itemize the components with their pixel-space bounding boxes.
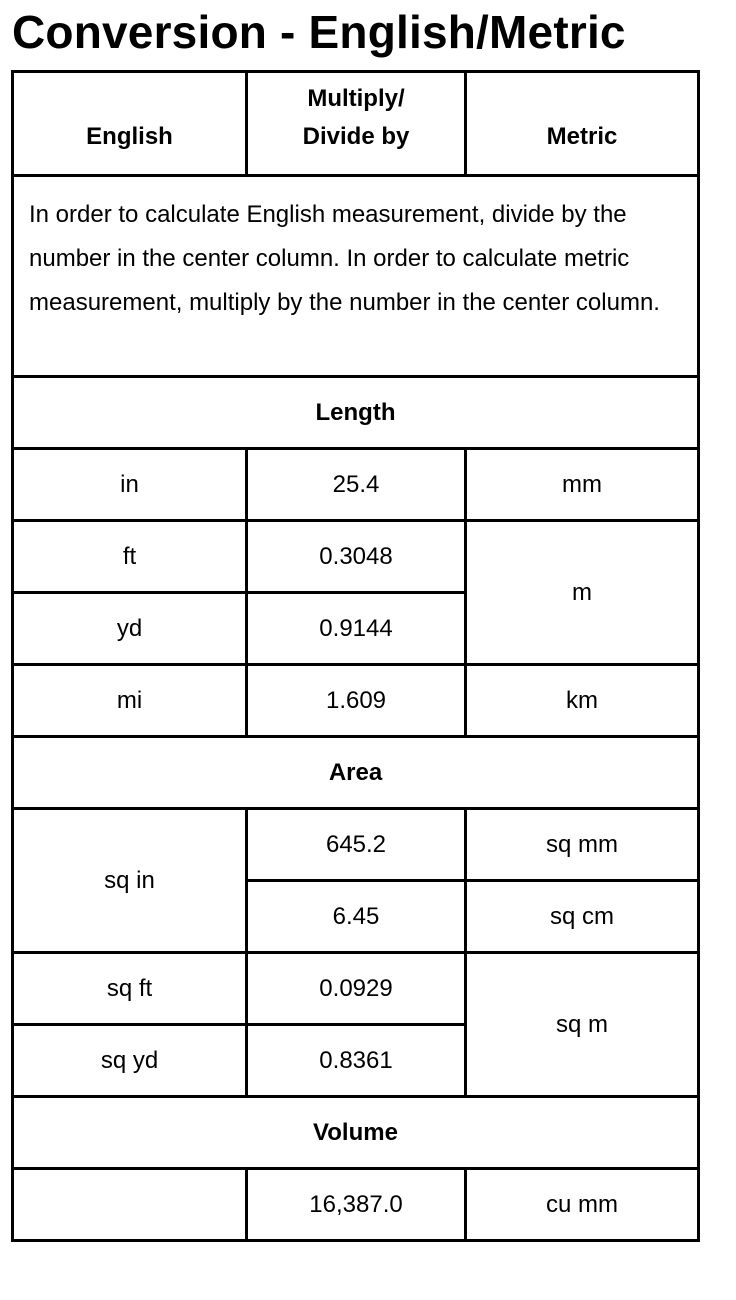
section-label-area: Area bbox=[13, 737, 699, 809]
factor-cell: 6.45 bbox=[247, 881, 466, 953]
section-row-area bbox=[13, 737, 699, 809]
factor-cell: 0.3048 bbox=[247, 521, 466, 593]
section-row-volume bbox=[13, 1097, 699, 1169]
english-unit-cell: mi bbox=[13, 665, 247, 737]
table-row bbox=[13, 953, 699, 1025]
factor-cell: 645.2 bbox=[247, 809, 466, 881]
header-row bbox=[13, 72, 699, 176]
english-unit-cell: in bbox=[13, 449, 247, 521]
section-label-length: Length bbox=[13, 377, 699, 449]
section-label-volume: Volume bbox=[13, 1097, 699, 1169]
conversion-table bbox=[11, 70, 700, 1242]
english-unit-cell bbox=[13, 1169, 247, 1241]
metric-unit-cell: sq mm bbox=[466, 809, 699, 881]
metric-unit-cell: km bbox=[466, 665, 699, 737]
table-row bbox=[13, 809, 699, 881]
english-unit-cell: sq in bbox=[13, 809, 247, 953]
header-english: English bbox=[13, 72, 247, 176]
instructions-row bbox=[13, 176, 699, 377]
table-row bbox=[13, 449, 699, 521]
metric-unit-cell: sq m bbox=[466, 953, 699, 1097]
section-row-length bbox=[13, 377, 699, 449]
metric-unit-cell: mm bbox=[466, 449, 699, 521]
table-row bbox=[13, 665, 699, 737]
factor-cell: 1.609 bbox=[247, 665, 466, 737]
factor-cell: 25.4 bbox=[247, 449, 466, 521]
table-row bbox=[13, 1169, 699, 1241]
english-unit-cell: sq ft bbox=[13, 953, 247, 1025]
factor-cell: 16,387.0 bbox=[247, 1169, 466, 1241]
metric-unit-cell: cu mm bbox=[466, 1169, 699, 1241]
header-metric: Metric bbox=[466, 72, 699, 176]
instructions-text: In order to calculate English measurement, divide by the number in the center column. In order to calculate metric measurement, multiply by the number in the center column. bbox=[13, 176, 699, 377]
english-unit-cell: sq yd bbox=[13, 1025, 247, 1097]
metric-unit-cell: m bbox=[466, 521, 699, 665]
table-row bbox=[13, 521, 699, 593]
factor-cell: 0.9144 bbox=[247, 593, 466, 665]
factor-cell: 0.8361 bbox=[247, 1025, 466, 1097]
english-unit-cell: yd bbox=[13, 593, 247, 665]
header-factor-line1: Multiply/ bbox=[307, 85, 405, 112]
page-title: Conversion - English/Metric bbox=[12, 6, 626, 58]
header-factor bbox=[247, 72, 466, 176]
metric-unit-cell: sq cm bbox=[466, 881, 699, 953]
factor-cell: 0.0929 bbox=[247, 953, 466, 1025]
english-unit-cell: ft bbox=[13, 521, 247, 593]
header-factor-line2: Divide by bbox=[302, 123, 410, 150]
